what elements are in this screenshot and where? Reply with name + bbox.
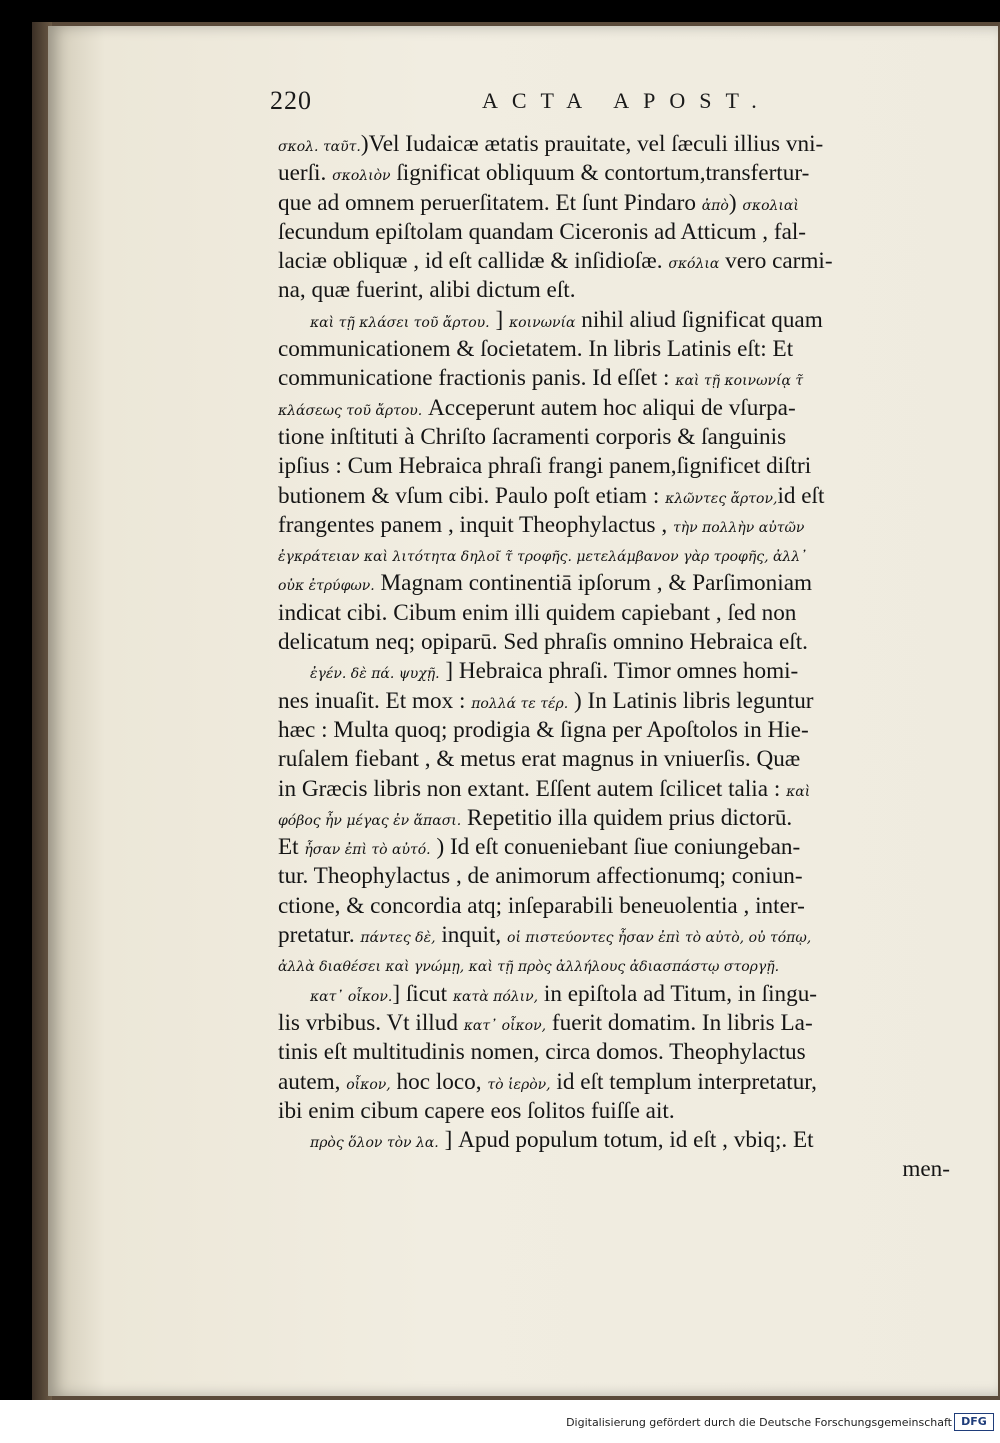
- text-line: [278, 950, 958, 979]
- text-line: [278, 189, 958, 218]
- greek-text: ἀπὸ: [701, 197, 729, 214]
- greek-text: σκολιαὶ: [742, 197, 799, 214]
- latin-text: uerſi.: [278, 160, 333, 187]
- latin-text: ]: [489, 306, 509, 333]
- latin-text: ] Apud populum totum, id eſt , vbiq;. Et: [438, 1127, 814, 1154]
- latin-text: ſignificat obliquum & contortum,transfertur-: [390, 160, 810, 187]
- latin-text: ] ſicut: [392, 980, 453, 1007]
- text-line: [278, 130, 958, 159]
- greek-text: πολλά τε τέρ.: [471, 695, 569, 712]
- latin-text: delicatum neq; opiparū. Sed phraſis omnino Hebraica eſt.: [278, 629, 808, 656]
- greek-text: ἦσαν ἐπὶ τὸ αὐτό.: [304, 842, 431, 859]
- greek-text: καὶ: [786, 783, 811, 800]
- text-line: [278, 218, 958, 247]
- latin-text: inquit,: [435, 922, 508, 949]
- latin-text: vero carmi-: [719, 248, 833, 275]
- text-line: [278, 1155, 958, 1184]
- latin-text: communicationem & ſocietatem. In libris Latinis eſt: Et: [278, 336, 794, 363]
- latin-text: ibi enim cibum capere eos ſolitos fuiſſe ait.: [278, 1097, 675, 1124]
- text-line: [278, 833, 958, 862]
- latin-text: tinis eſt multitudinis nomen, circa domos. Theophylactus: [278, 1039, 806, 1066]
- latin-text: id eſt: [777, 482, 825, 509]
- text-line: [278, 804, 958, 833]
- latin-text: Et: [278, 834, 305, 861]
- text-line: [278, 775, 958, 804]
- latin-text: butionem & vſum cibi. Paulo poſt etiam :: [278, 482, 666, 509]
- latin-text: in Græcis libris non extant. Eſſent autem ſcilicet talia :: [278, 775, 787, 802]
- latin-text: que ad omnem peruerſitatem. Et ſunt Pindaro: [278, 189, 702, 216]
- latin-text: tur. Theophylactus , de animorum affectionumq; coniun-: [278, 863, 803, 890]
- greek-text: κατὰ πόλιν,: [452, 988, 539, 1005]
- latin-text: communicatione fractionis panis. Id eſſet :: [278, 365, 676, 392]
- latin-text: men-: [902, 1156, 950, 1183]
- text-line: [278, 657, 958, 686]
- greek-text: σκολιὸν: [332, 168, 391, 185]
- text-line: [278, 569, 958, 598]
- latin-text: fuerit domatim. In libris La-: [546, 1009, 813, 1036]
- latin-text: in epiſtola ad Titum, in ſingu-: [538, 980, 818, 1007]
- text-line: [278, 511, 958, 540]
- latin-text: Acceperunt autem hoc aliqui de vſurpa-: [422, 394, 796, 421]
- page-header: [270, 86, 970, 126]
- text-line: [278, 1068, 958, 1097]
- greek-text: πάντες δὲ,: [360, 930, 436, 947]
- greek-text: τὴν πολλὴν αὐτῶν: [672, 519, 805, 536]
- greek-text: καὶ τῇ κλάσει τοῦ ἄρτου.: [310, 314, 490, 331]
- latin-text: ) In Latinis libris leguntur: [568, 687, 814, 714]
- text-line: [278, 599, 958, 628]
- latin-text: na, quæ fuerint, alibi dictum eſt.: [278, 277, 576, 304]
- text-line: [278, 364, 958, 393]
- greek-text: οὐκ ἐτρύφων.: [278, 578, 375, 595]
- greek-text: καὶ τῇ κοινωνίᾳ τ̃: [675, 373, 804, 390]
- text-line: [278, 1038, 958, 1067]
- latin-text: nes inuaſit. Et mox :: [278, 687, 472, 714]
- latin-text: id eſt templum interpretatur,: [550, 1068, 817, 1095]
- greek-text: οἱ πιστεύοντες ἦσαν ἐπὶ τὸ αὐτὸ, οὐ τόπῳ,: [507, 930, 812, 947]
- text-line: [278, 687, 958, 716]
- text-line: [278, 1126, 958, 1155]
- footer-credit: Digitalisierung gefördert durch die Deutsche Forschungsgemeinschaft: [566, 1416, 952, 1429]
- text-line: [278, 892, 958, 921]
- running-title: ACTA APOST.: [482, 88, 771, 113]
- latin-text: lis vrbibus. Vt illud: [278, 1009, 464, 1036]
- latin-text: ruſalem fiebant , & metus erat magnus in vniuerſis. Quæ: [278, 746, 801, 773]
- latin-text: ſecundum epiſtolam quandam Ciceronis ad Atticum , fal-: [278, 218, 807, 245]
- latin-text: Repetitio illa quidem prius dictorū.: [461, 804, 793, 831]
- text-line: [278, 335, 958, 364]
- text-line: [278, 247, 958, 276]
- latin-text: laciæ obliquæ , id eſt callidæ & inſidioſæ.: [278, 248, 669, 275]
- greek-text: φόβος ἦν μέγας ἐν ἅπασι.: [278, 812, 462, 829]
- text-line: [278, 628, 958, 657]
- greek-text: σκόλια: [668, 256, 720, 273]
- greek-text: ἀλλὰ διαθέσει καὶ γνώμῃ, καὶ τῇ πρὸς ἀλλήλους ἀδιασπάστῳ στοργῇ.: [278, 959, 780, 976]
- text-block: [278, 130, 958, 1185]
- greek-text: πρὸς ὅλον τὸν λα.: [310, 1135, 439, 1152]
- greek-text: κατ᾽ οἶκον.: [310, 988, 393, 1005]
- text-line: [278, 745, 958, 774]
- dfg-logo: DFG: [954, 1413, 994, 1431]
- footer-bar: [0, 1400, 1000, 1443]
- greek-text: κατ᾽ οἶκον,: [463, 1017, 547, 1034]
- latin-text: frangentes panem , inquit Theophylactus ,: [278, 511, 673, 538]
- latin-text: ] Hebraica phraſi. Timor omnes homi-: [439, 658, 799, 685]
- latin-text: nihil aliud ſignificat quam: [575, 306, 823, 333]
- page-number: 220: [270, 86, 312, 115]
- greek-text: κλῶντες ἄρτον,: [665, 490, 778, 507]
- text-line: [278, 862, 958, 891]
- latin-text: ) Id eſt conueniebant ſiue coniungeban-: [430, 834, 801, 861]
- text-line: [278, 1009, 958, 1038]
- greek-text: ἐγκράτειαν καὶ λιτότητα δηλοῖ τ̃ τροφῆς. μετελάμβανον γὰρ τροφῆς, ἀλλ᾽: [278, 549, 808, 566]
- text-line: [278, 1097, 958, 1126]
- greek-text: κλάσεως τοῦ ἄρτου.: [278, 402, 423, 419]
- latin-text: )Vel Iudaicæ ætatis prauitate, vel ſæculi illius vni-: [360, 131, 824, 157]
- latin-text: hæc : Multa quoq; prodigia & ſigna per Apoſtolos in Hie-: [278, 716, 809, 743]
- greek-text: κοινωνία: [508, 314, 576, 331]
- latin-text: ctione, & concordia atq; inſeparabili beneuolentia , inter-: [278, 892, 805, 919]
- greek-text: σκολ. ταῦτ.: [278, 139, 361, 155]
- text-line: [278, 306, 958, 335]
- text-line: [278, 394, 958, 423]
- latin-text: pretatur.: [278, 922, 361, 949]
- latin-text: indicat cibi. Cibum enim illi quidem capiebant , ſed non: [278, 599, 797, 626]
- text-line: [278, 921, 958, 950]
- text-line: [278, 276, 958, 305]
- text-line: [278, 980, 958, 1009]
- greek-text: οἶκον,: [346, 1076, 391, 1093]
- greek-text: ἐγέν. δὲ πά. ψυχῇ.: [310, 666, 440, 683]
- text-line: [278, 423, 958, 452]
- latin-text: tione inſtituti à Chriſto ſacramenti corporis & ſanguinis: [278, 423, 787, 450]
- latin-text: hoc loco,: [390, 1068, 488, 1095]
- greek-text: τὸ ἱερὸν,: [487, 1076, 551, 1093]
- text-line: [278, 540, 958, 569]
- latin-text: autem,: [278, 1068, 347, 1095]
- text-line: [278, 716, 958, 745]
- text-line: [278, 482, 958, 511]
- text-line: [278, 159, 958, 188]
- latin-text: Magnam continentiā ipſorum , & Parſimoniam: [374, 570, 813, 597]
- text-line: [278, 452, 958, 481]
- latin-text: ): [728, 189, 743, 216]
- latin-text: ipſius : Cum Hebraica phraſi frangi panem,ſignificet diſtri: [278, 453, 812, 480]
